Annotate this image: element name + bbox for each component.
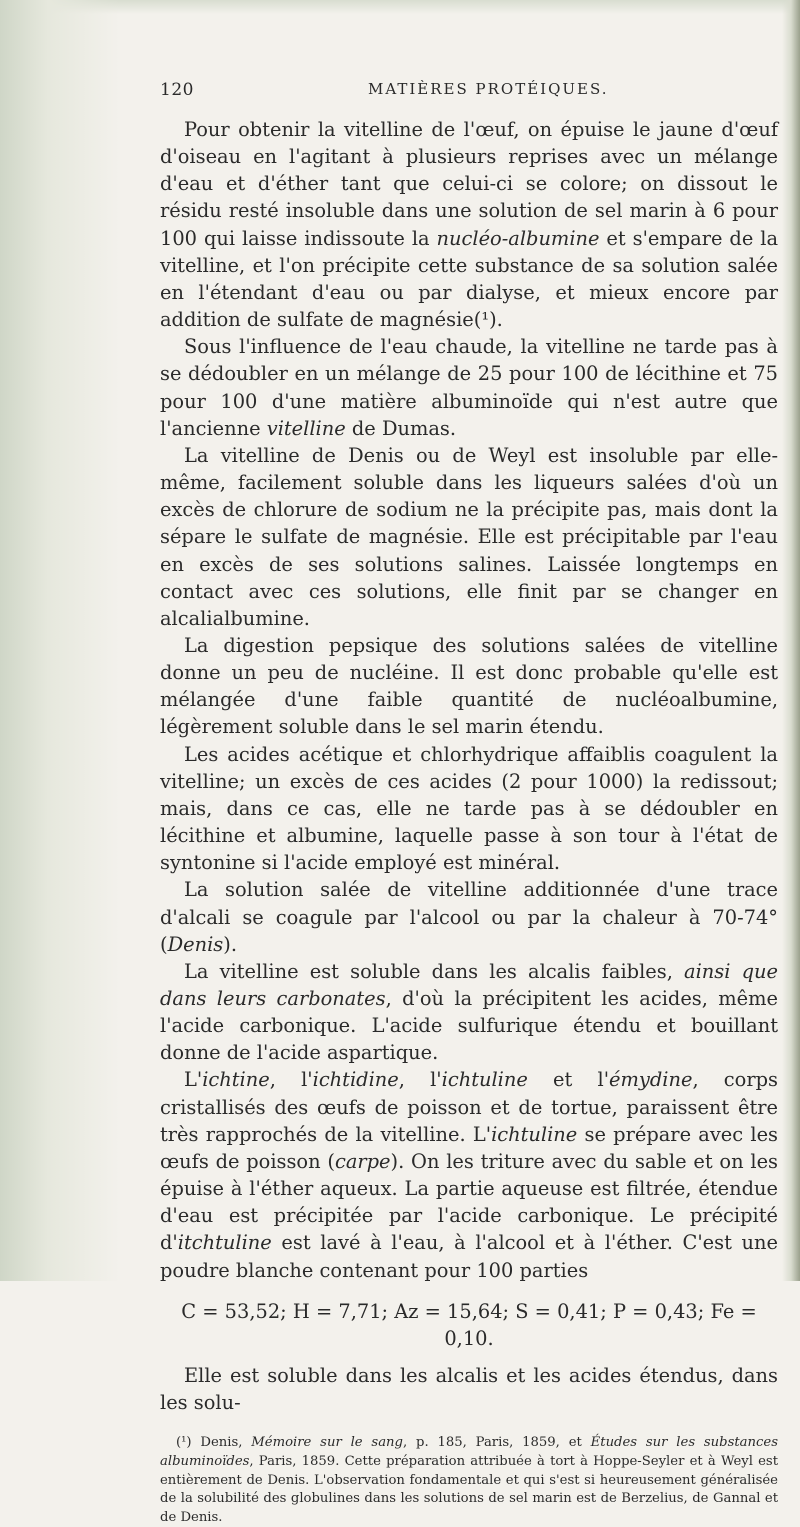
paragraph-4: La digestion pepsique des solutions salées de vitelline donne un peu de nucléine. Il est donc probable qu'elle est mélangée d'une faible quantité de nucléoalbumine, légèrement soluble dans le sel marin étendu. xyxy=(160,633,778,739)
composition-formula: C = 53,52; H = 7,71; Az = 15,64; S = 0,41; P = 0,43; Fe = 0,10. xyxy=(181,1299,757,1350)
paragraph-3: La vitelline de Denis ou de Weyl est insoluble par elle-même, facilement soluble dans les liqueurs salées d'où un excès de chlorure de sodium ne la précipite pas, mais dont la sépare le sulfate de magnésie. Elle est précipitable par l'eau en excès de ses solutions salines. Laissée longtemps en contact avec ces solutions, elle finit par se changer en alcalialbumine. xyxy=(160,443,778,630)
page-top-edge xyxy=(0,0,800,14)
body-text xyxy=(160,116,778,1416)
paragraph-7: La vitelline est soluble dans les alcalis faibles, ainsi que dans leurs carbonates, d'où la précipitent les acides, même l'acide carbonique. L'acide sulfurique étendu et bouillant donne de l'acide aspartique. xyxy=(160,959,778,1065)
paragraph-2: Sous l'influence de l'eau chaude, la vitelline ne tarde pas à se dédoubler en un mélange de 25 pour 100 de lécithine et 75 pour 100 d'une matière albuminoïde qui n'est autre que l'ancienne vitelline de Dumas. xyxy=(160,335,778,440)
footnotes xyxy=(160,1434,778,1527)
paragraph-9: Elle est soluble dans les alcalis et les acides étendus, dans les solu- xyxy=(160,1364,778,1415)
paragraph-8: L'ichtine, l'ichtidine, l'ichtuline et l'émydine, corps cristallisés des œufs de poisson et de tortue, paraissent être très rapprochés de la vitelline. L'ichtuline se prépare avec les œufs de poisson (carpe). On les triture avec du sable et on les épuise à l'éther aqueux. La partie aqueuse est filtrée, étendue d'eau est précipitée par l'acide carbonique. Le précipité d'itchtuline est lavé à l'eau, à l'alcool et à l'éther. C'est une poudre blanche contenant pour 100 parties xyxy=(160,1068,779,1282)
paragraph-6: La solution salée de vitelline additionnée d'une trace d'alcali se coagule par l'alcool ou par la chaleur à 70-74° (Denis). xyxy=(160,878,778,956)
footnote-spacer xyxy=(160,1416,778,1434)
page-number: 120 xyxy=(160,80,194,100)
page-right-edge xyxy=(782,0,800,1281)
book-page xyxy=(160,80,778,1527)
footnote-1: (¹) Denis, Mémoire sur le sang, p. 185, Paris, 1859, et Études sur les substances albuminoïdes, Paris, 1859. Cette préparation attribuée à tort à Hoppe-Seyler et à Weyl est entièrement de Denis. L'observation fondamentale et qui s'est si heureusement généralisée de la solubilité des globulines dans les solutions de sel marin est de Berzelius, de Gannal et de Denis. xyxy=(160,1435,778,1525)
paragraph-5: Les acides acétique et chlorhydrique affaiblis coagulent la vitelline; un excès de ces acides (2 pour 1000) la redissout; mais, dans ce cas, elle ne tarde pas à se dédoubler en lécithine et albumine, laquelle passe à son tour à l'état de syntonine si l'acide employé est minéral. xyxy=(160,742,778,875)
paragraph-1: Pour obtenir la vitelline de l'œuf, on épuise le jaune d'œuf d'oiseau en l'agitant à plusieurs reprises avec un mélange d'eau et d'éther tant que celui-ci se colore; on dissout le résidu resté insoluble dans une solution de sel marin à 6 pour 100 qui laisse indissoute la nucléo-albumine et s'empare de la vitelline, et l'on précipite cette substance de sa solution salée en l'étendant d'eau ou par dialyse, et mieux encore par addition de sulfate de magnésie(¹). xyxy=(160,118,779,332)
running-title: MATIÈRES PROTÉIQUES. xyxy=(368,80,609,98)
binding-shadow xyxy=(0,0,120,1281)
page-header xyxy=(160,80,778,108)
